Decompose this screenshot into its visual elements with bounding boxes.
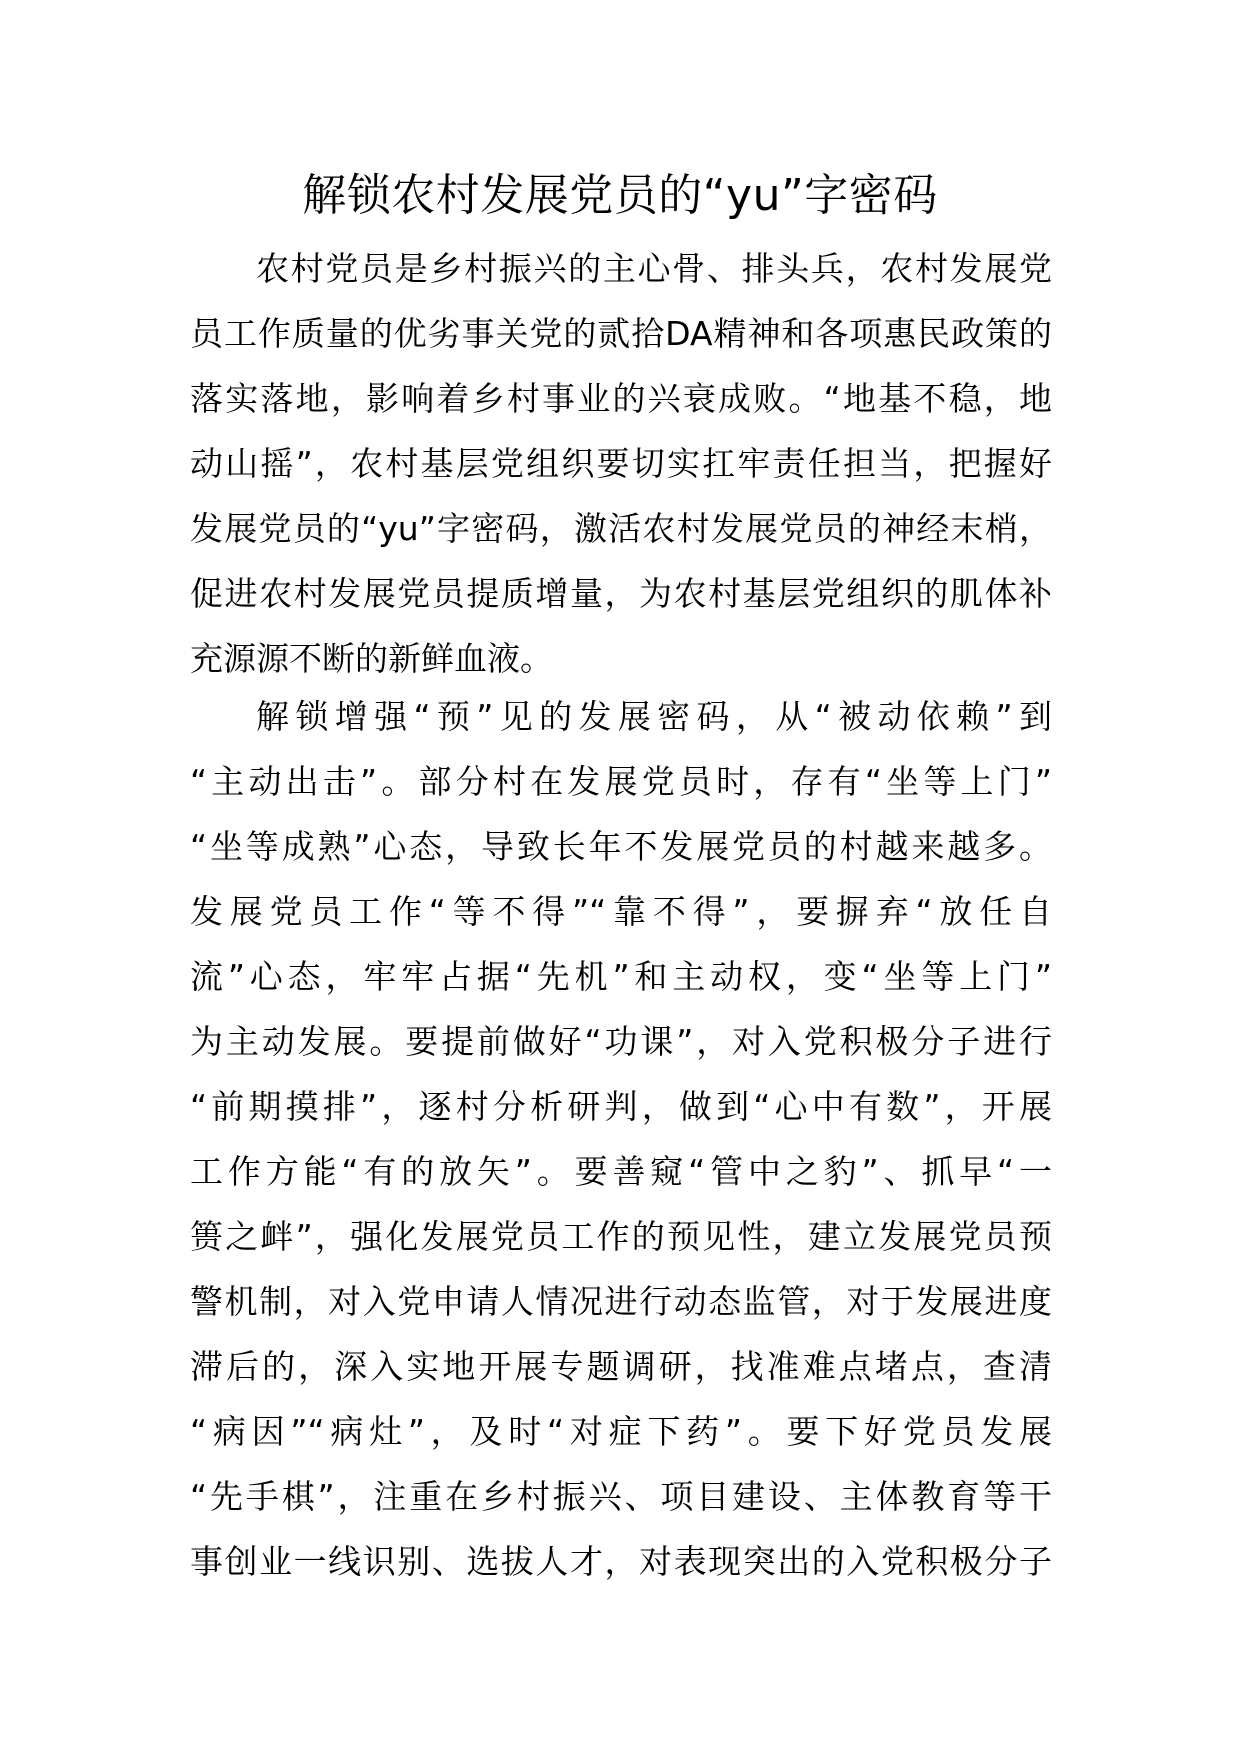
paragraph-line: 篑之衅”，强化发展党员工作的预见性，建立发展党员预 — [190, 1217, 1052, 1256]
paragraph-line: 发展党员的“yu”字密码，激活农村发展党员的神经末梢， — [190, 509, 1052, 548]
paragraph-line: 为主动发展。要提前做好“功课”，对入党积极分子进行 — [190, 1022, 1052, 1061]
paragraph-line: 警机制，对入党申请人情况进行动态监管，对于发展进度 — [190, 1282, 1052, 1321]
paragraph-line: 落实落地，影响着乡村事业的兴衰成败。“地基不稳，地 — [190, 379, 1052, 418]
paragraph-line: 促进农村发展党员提质增量，为农村基层党组织的肌体补 — [190, 574, 1052, 613]
paragraph-line: 充源源不断的新鲜血液。 — [190, 639, 553, 678]
paragraph-line: 滞后的，深入实地开展专题调研，找准难点堵点，查清 — [190, 1347, 1052, 1386]
paragraph-line: “坐等成熟”心态，导致长年不发展党员的村越来越多。 — [190, 827, 1052, 866]
paragraph-line: 工作方能“有的放矢”。要善窥“管中之豹”、抓早“一 — [190, 1152, 1052, 1191]
paragraph-line: 流”心态，牢牢占据“先机”和主动权，变“坐等上门” — [190, 957, 1052, 996]
paragraph-line: 农村党员是乡村振兴的主心骨、排头兵，农村发展党 — [256, 249, 1052, 288]
paragraph-line: 动山摇”，农村基层党组织要切实扛牢责任担当，把握好 — [190, 444, 1052, 483]
paragraph-1 — [190, 236, 1052, 691]
paragraph-line: 事创业一线识别、选拔人才，对表现突出的入党积极分子 — [190, 1542, 1052, 1581]
paragraph-line: “先手棋”，注重在乡村振兴、项目建设、主体教育等干 — [190, 1477, 1052, 1516]
document-title: 解锁农村发展党员的“yu”字密码 — [302, 170, 938, 221]
paragraph-line: 员工作质量的优劣事关党的贰拾DA精神和各项惠民政策的 — [190, 314, 1052, 353]
paragraph-line: 解锁增强“预”见的发展密码，从“被动依赖”到 — [256, 697, 1052, 736]
paragraph-2 — [190, 684, 1052, 1594]
paragraph-line: 发展党员工作“等不得”“靠不得”，要摒弃“放任自 — [190, 892, 1052, 931]
paragraph-line: “病因”“病灶”，及时“对症下药”。要下好党员发展 — [190, 1412, 1052, 1451]
paragraph-line: “前期摸排”，逐村分析研判，做到“心中有数”，开展 — [190, 1087, 1052, 1126]
paragraph-line: “主动出击”。部分村在发展党员时，存有“坐等上门” — [190, 762, 1052, 801]
